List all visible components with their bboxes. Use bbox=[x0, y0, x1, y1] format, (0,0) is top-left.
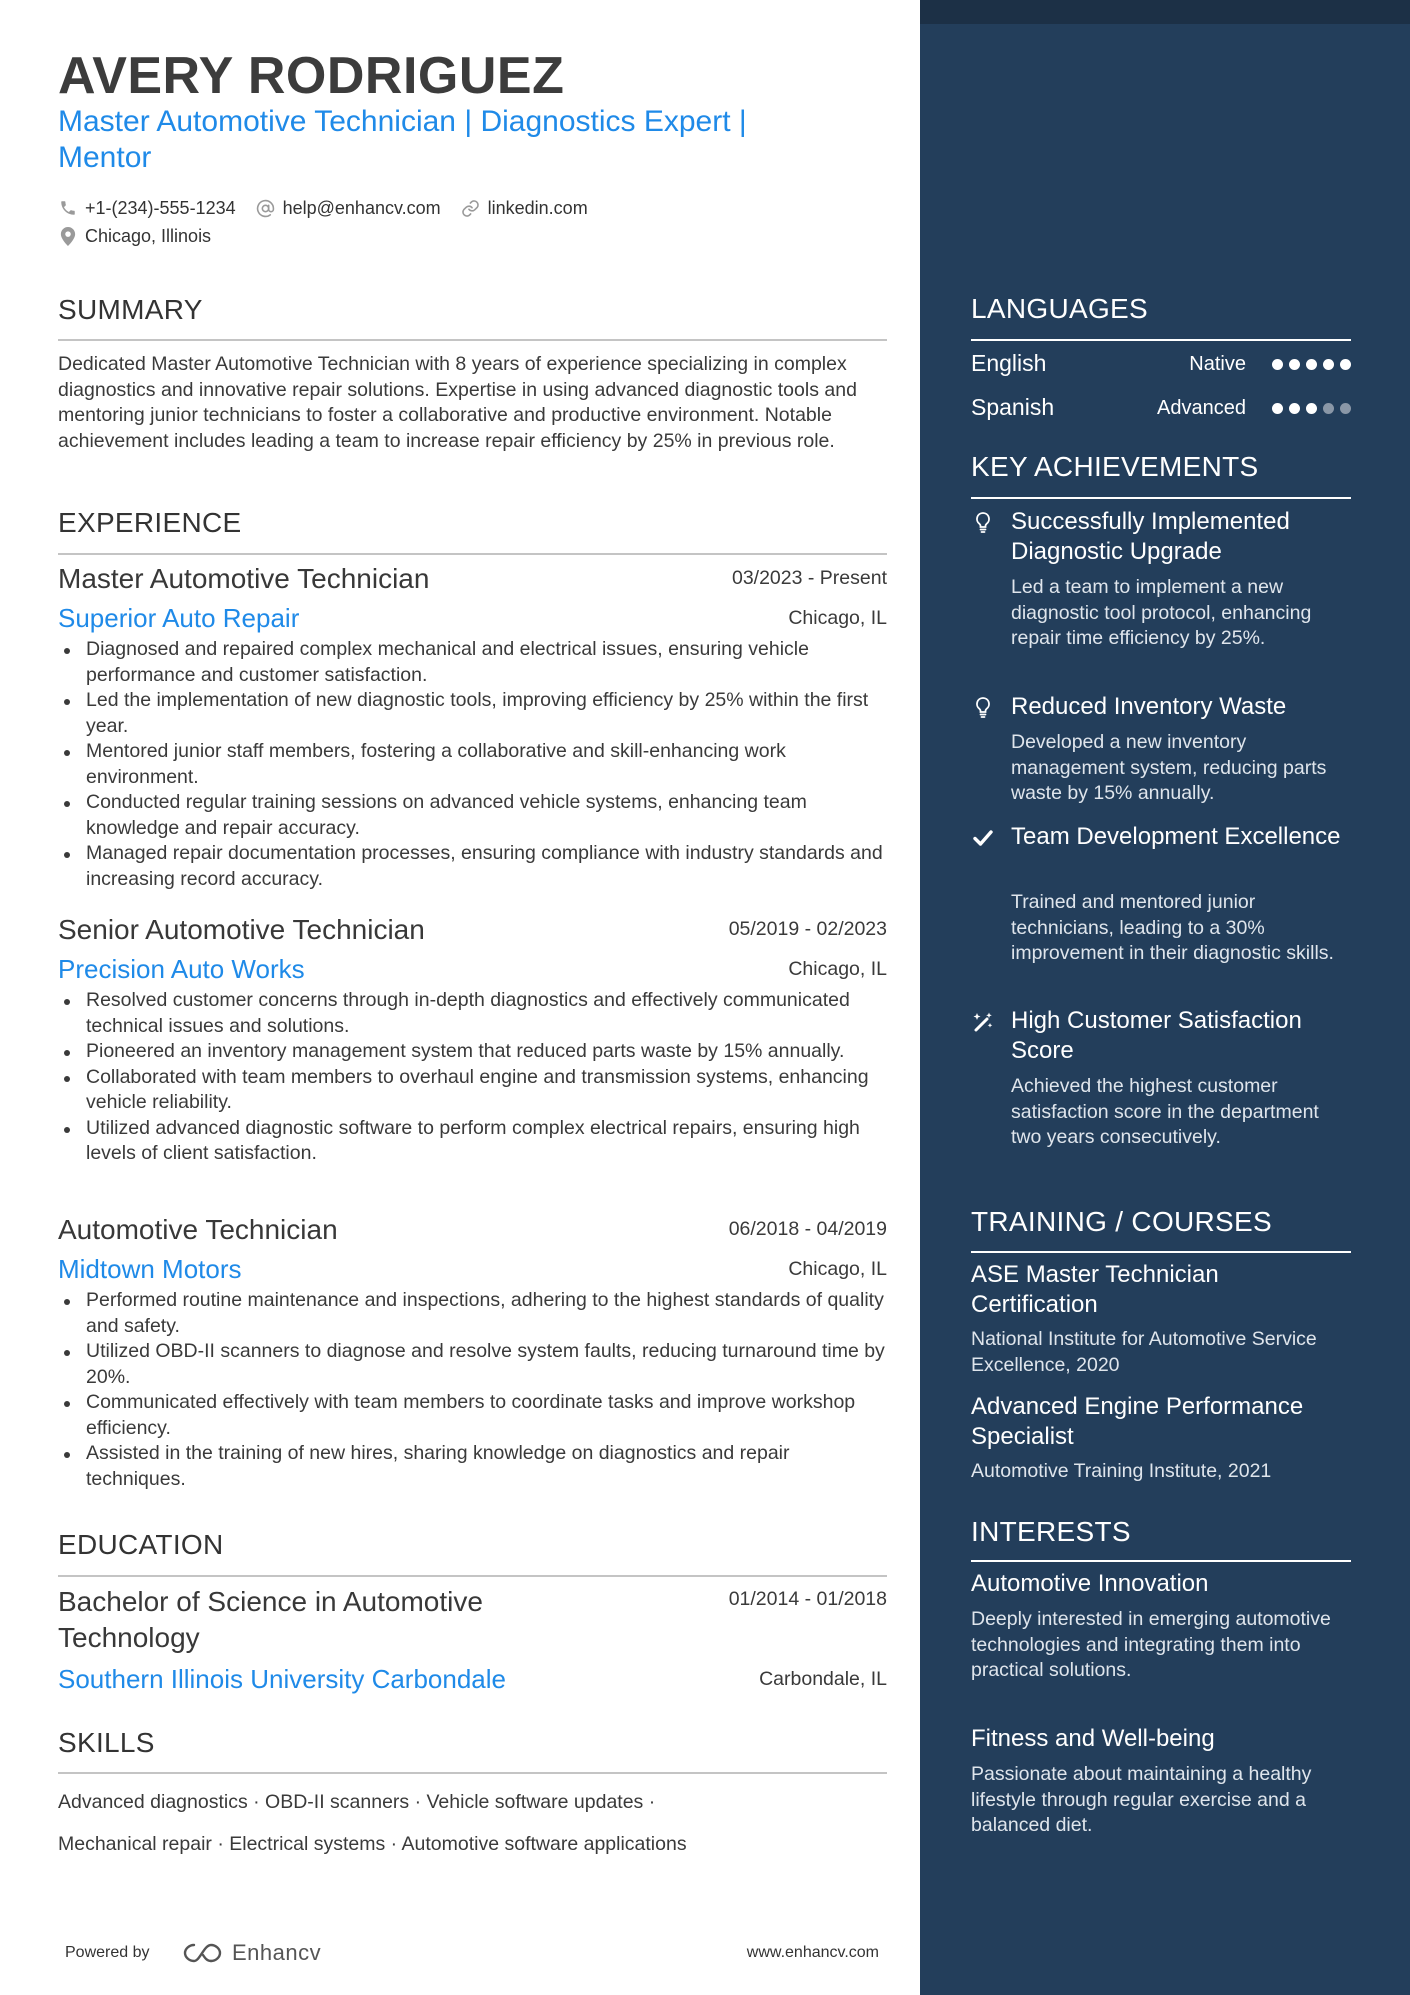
job-dates: 06/2018 - 04/2019 bbox=[728, 1218, 887, 1240]
contact-info bbox=[58, 195, 887, 251]
skills-line: Mechanical repair · Electrical systems · Automotive software applications bbox=[58, 1833, 687, 1855]
rating-dot-filled bbox=[1340, 359, 1351, 370]
school-name: Southern Illinois University Carbondale bbox=[58, 1664, 507, 1694]
bullet-item: Conducted regular training sessions on advanced vehicle systems, enhancing team knowledge and repair accuracy. bbox=[58, 790, 887, 841]
language-rating bbox=[1266, 403, 1351, 414]
course-desc: National Institute for Automotive Service Excellence, 2020 bbox=[971, 1328, 1317, 1376]
languages-divider bbox=[971, 339, 1351, 341]
training-divider bbox=[971, 1251, 1351, 1253]
language-name: English bbox=[971, 350, 1047, 376]
location-pin-icon bbox=[58, 226, 78, 246]
achievement-title: Successfully Implemented Diagnostic Upgrade bbox=[1011, 508, 1290, 565]
rating-dot-filled bbox=[1272, 403, 1283, 414]
website-link[interactable]: www.enhancv.com bbox=[746, 1944, 879, 1961]
job-title: Senior Automotive Technician bbox=[58, 914, 425, 945]
bullet-item: Assisted in the training of new hires, sharing knowledge on diagnostics and repair techniques. bbox=[58, 1441, 887, 1492]
enhancv-logo[interactable] bbox=[182, 1940, 321, 1966]
bullet-item: Utilized advanced diagnostic software to perform complex electrical repairs, ensuring high levels of client satisfaction. bbox=[58, 1116, 887, 1167]
link-icon bbox=[461, 198, 481, 218]
experience-heading: EXPERIENCE bbox=[58, 507, 242, 538]
achievement-desc: Trained and mentored junior technicians, leading to a 30% improvement in their diagnostic skills. bbox=[1011, 891, 1334, 964]
job-bullets bbox=[58, 988, 887, 1167]
achievement-desc: Led a team to implement a new diagnostic tool protocol, enhancing repair time efficiency by 25%. bbox=[1011, 576, 1312, 649]
powered-by-label: Powered by bbox=[65, 1944, 150, 1961]
rating-dot-filled bbox=[1289, 359, 1300, 370]
language-level: Advanced bbox=[1157, 397, 1246, 419]
skills-divider bbox=[58, 1772, 887, 1774]
job-title: Automotive Technician bbox=[58, 1214, 338, 1245]
bullet-item: Led the implementation of new diagnostic tools, improving efficiency by 25% within the first year. bbox=[58, 688, 887, 739]
phone-icon bbox=[58, 198, 78, 218]
footer bbox=[58, 1940, 887, 1970]
contact-location bbox=[58, 226, 211, 247]
bullet-item: Collaborated with team members to overhaul engine and transmission systems, enhancing vehicle reliability. bbox=[58, 1065, 887, 1116]
job-company: Precision Auto Works bbox=[58, 954, 305, 984]
job-bullets bbox=[58, 1288, 887, 1492]
contact-linkedin[interactable] bbox=[461, 198, 588, 219]
bullet-item: Performed routine maintenance and inspections, adhering to the highest standards of quality and safety. bbox=[58, 1288, 887, 1339]
summary-divider bbox=[58, 339, 887, 341]
degree-title: Bachelor of Science in Automotive Technology bbox=[58, 1586, 483, 1653]
skills-list bbox=[58, 1781, 887, 1865]
lightbulb-icon bbox=[971, 696, 995, 720]
job-dates: 03/2023 - Present bbox=[731, 567, 887, 589]
contact-email[interactable] bbox=[256, 198, 441, 219]
bullet-item: Utilized OBD-II scanners to diagnose and resolve system faults, reducing turnaround time by 20%. bbox=[58, 1339, 887, 1390]
language-row-spanish bbox=[971, 394, 1351, 428]
experience-divider bbox=[58, 553, 887, 555]
job-bullets bbox=[58, 637, 887, 892]
interest-title: Fitness and Well-being bbox=[971, 1725, 1215, 1752]
achievement-title: Reduced Inventory Waste bbox=[1011, 693, 1287, 720]
education-divider bbox=[58, 1575, 887, 1577]
job-entry bbox=[58, 563, 887, 892]
bullet-item: Communicated effectively with team members to coordinate tasks and improve workshop efficiency. bbox=[58, 1390, 887, 1441]
sidebar-top-bar bbox=[920, 0, 1410, 24]
job-title: Master Automotive Technician bbox=[58, 563, 430, 594]
interest-desc: Passionate about maintaining a healthy lifestyle through regular exercise and a balanced diet. bbox=[971, 1763, 1312, 1836]
interest-title: Automotive Innovation bbox=[971, 1570, 1209, 1597]
brand-name: Enhancv bbox=[232, 1940, 322, 1965]
checkmark-icon bbox=[971, 826, 995, 850]
bullet-item: Resolved customer concerns through in-depth diagnostics and effectively communicated technical issues and solutions. bbox=[58, 988, 887, 1039]
candidate-name: AVERY RODRIGUEZ bbox=[58, 47, 565, 105]
skills-heading: SKILLS bbox=[58, 1727, 155, 1758]
language-name: Spanish bbox=[971, 394, 1055, 420]
language-level: Native bbox=[1189, 353, 1246, 375]
school-location: Carbondale, IL bbox=[759, 1668, 887, 1690]
course-title: ASE Master Technician Certification bbox=[971, 1261, 1219, 1318]
achievements-heading: KEY ACHIEVEMENTS bbox=[971, 451, 1259, 482]
job-location: Chicago, IL bbox=[788, 958, 887, 980]
rating-dot-filled bbox=[1323, 359, 1334, 370]
job-entry bbox=[58, 914, 887, 1167]
candidate-headline: Master Automotive Technician | Diagnostics Expert | Mentor bbox=[58, 105, 747, 174]
rating-dot-filled bbox=[1306, 403, 1317, 414]
at-sign-icon bbox=[256, 198, 276, 218]
course-title: Advanced Engine Performance Specialist bbox=[971, 1393, 1304, 1450]
email-text: help@enhancv.com bbox=[282, 197, 441, 218]
bullet-item: Pioneered an inventory management system that reduced parts waste by 15% annually. bbox=[58, 1039, 887, 1065]
contact-phone[interactable] bbox=[58, 198, 236, 219]
job-entry bbox=[58, 1214, 887, 1492]
linkedin-text: linkedin.com bbox=[487, 197, 588, 218]
rating-dot-filled bbox=[1306, 359, 1317, 370]
achievement-desc: Achieved the highest customer satisfaction score in the department two years consecutively. bbox=[1011, 1075, 1319, 1148]
rating-dot-empty bbox=[1340, 403, 1351, 414]
job-location: Chicago, IL bbox=[788, 607, 887, 629]
achievement-title: Team Development Excellence bbox=[1011, 823, 1341, 850]
education-entry bbox=[58, 1584, 887, 1694]
language-row-english bbox=[971, 350, 1351, 384]
rating-dot-filled bbox=[1272, 359, 1283, 370]
achievements-divider bbox=[971, 497, 1351, 499]
interests-divider bbox=[971, 1560, 1351, 1562]
languages-heading: LANGUAGES bbox=[971, 293, 1148, 324]
rating-dot-empty bbox=[1323, 403, 1334, 414]
job-company: Superior Auto Repair bbox=[58, 603, 300, 633]
training-heading: TRAINING / COURSES bbox=[971, 1206, 1272, 1237]
interest-desc: Deeply interested in emerging automotive technologies and integrating them into practical solutions. bbox=[971, 1608, 1331, 1681]
interests-heading: INTERESTS bbox=[971, 1516, 1131, 1547]
skills-line: Advanced diagnostics · OBD-II scanners · Vehicle software updates · bbox=[58, 1791, 656, 1813]
bullet-item: Managed repair documentation processes, ensuring compliance with industry standards and increasing record accuracy. bbox=[58, 841, 887, 892]
course-desc: Automotive Training Institute, 2021 bbox=[971, 1460, 1272, 1482]
job-dates: 05/2019 - 02/2023 bbox=[728, 918, 887, 940]
achievement-title: High Customer Satisfaction Score bbox=[1011, 1007, 1302, 1064]
wand-icon bbox=[971, 1010, 995, 1034]
summary-text: Dedicated Master Automotive Technician with 8 years of experience specializing in complex diagnostics and innovative repair solutions. Expertise in using advanced diagnostic tools and mentoring junior technicians to foster a collaborative and productive environment. Notable achievement includes leading a team to increase repair efficiency by 25% in previous role. bbox=[58, 353, 857, 452]
education-heading: EDUCATION bbox=[58, 1529, 224, 1560]
achievement-desc: Developed a new inventory management system, reducing parts waste by 15% annually. bbox=[1011, 731, 1327, 804]
language-rating bbox=[1266, 359, 1351, 370]
phone-text: +1-(234)-555-1234 bbox=[85, 197, 236, 218]
rating-dot-filled bbox=[1289, 403, 1300, 414]
infinity-logo-icon bbox=[182, 1940, 228, 1966]
job-location: Chicago, IL bbox=[788, 1258, 887, 1280]
bullet-item: Diagnosed and repaired complex mechanical and electrical issues, ensuring vehicle performance and customer satisfaction. bbox=[58, 637, 887, 688]
education-dates: 01/2014 - 01/2018 bbox=[728, 1588, 887, 1610]
lightbulb-icon bbox=[971, 511, 995, 535]
bullet-item: Mentored junior staff members, fostering a collaborative and skill-enhancing work environment. bbox=[58, 739, 887, 790]
location-text: Chicago, Illinois bbox=[85, 225, 212, 246]
job-company: Midtown Motors bbox=[58, 1254, 242, 1284]
summary-heading: SUMMARY bbox=[58, 294, 203, 325]
